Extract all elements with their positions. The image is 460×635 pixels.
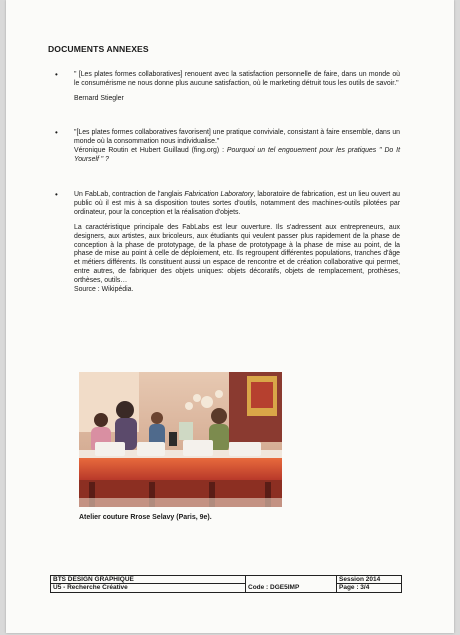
bullet-1: •	[55, 70, 58, 79]
quote-routin-author-names: Véronique Routin et Hubert Guillaud (fing.org) :	[74, 146, 227, 154]
footer-unit: U5 - Recherche Créative	[51, 584, 246, 592]
bullet-3: •	[55, 190, 58, 199]
footer-empty-top	[246, 576, 337, 584]
quote-routin-article-title: Pourquoi un tel engouement pour les pratiques " Do It Yourself " ?	[74, 146, 400, 163]
fablab-section	[74, 191, 400, 295]
quote-routin-text: "[Les plates formes collaboratives favorisent] une pratique conviviale, consistant à faire ensemble, dans un monde où la consommation nous individualise."	[74, 129, 400, 145]
fablab-term: Fabrication Laboratory	[184, 191, 254, 198]
quote-routin-author	[74, 147, 400, 165]
bullet-2: •	[55, 128, 58, 137]
footer-page: Page : 3/4	[337, 584, 402, 592]
fablab-definition	[74, 191, 400, 218]
footer-code: Code : DGE5IMP	[246, 584, 337, 592]
quote-stiegler-author: Bernard Stiegler	[74, 94, 124, 102]
fablab-source: Source : Wikipédia.	[74, 286, 134, 294]
atelier-photo	[79, 372, 282, 507]
atelier-photo-image	[79, 372, 282, 507]
footer-course: BTS DESIGN GRAPHIQUE	[51, 576, 246, 584]
footer-session: Session 2014	[337, 576, 402, 584]
footer-table	[50, 575, 402, 593]
quote-stiegler-text: " [Les plates formes collaboratives] renouent avec la satisfaction personnelle de faire, dans un monde où le consumérisme ne nous donne plus aucune satisfaction, où le marketing détruit tous les outils de savoir."	[74, 71, 400, 87]
page-title: DOCUMENTS ANNEXES	[48, 44, 149, 54]
fablab-def-start: Un FabLab, contraction de l'anglais	[74, 191, 185, 198]
document-page	[6, 0, 454, 633]
quote-stiegler	[74, 71, 400, 104]
fablab-description: La caractéristique principale des FabLabs est leur ouverture. Ils s'adressent aux entrepreneurs, aux designers, aux artistes, aux bricoleurs, aux étudiants qui veulent passer plus rapidement de la phase de conception à la phase de prototypage, de la phase de prototypage à la phase de mise au point, de la phase de mise au point à celle de déploiement, etc. Ils regroupent différentes populations, tranches d'âge et métiers différents. Ils constituent aussi un espace de rencontre et de création collaborative qui permet, entre autres, de fabriquer des objets uniques: objets décoratifs, objets de remplacement, prothèses, orthèses, outils…	[74, 223, 400, 285]
quote-routin-guillaud	[74, 129, 400, 165]
photo-caption: Atelier couture Rrose Selavy (Paris, 9e).	[79, 514, 212, 521]
fablab-def-end: , laboratoire de fabrication, est un lieu ouvert au public où il est mis à sa disposition toutes sortes d'outils, notamment des machines-outils pilotées par ordinateur, pour la conception et la réalisation d'objets.	[74, 191, 401, 216]
